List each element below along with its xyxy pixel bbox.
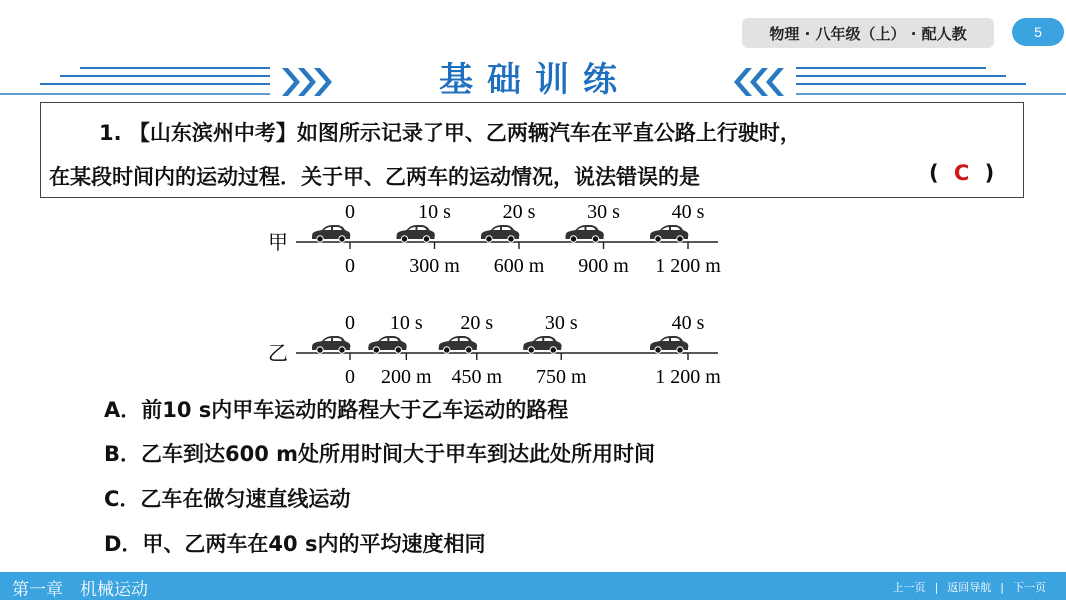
car-icon (312, 336, 350, 353)
car-b-distance-label: 1 200 m (655, 366, 721, 388)
footer-bar (0, 572, 1066, 600)
answer-close: ) (984, 161, 995, 185)
car-b-time-label: 0 (345, 312, 355, 334)
car-a-distance-label: 0 (345, 255, 355, 277)
car-a-distance-label: 600 m (493, 255, 545, 277)
car-b-time-label: 30 s (544, 312, 578, 334)
car-a-distance-label: 900 m (578, 255, 629, 277)
car-b-time-label: 40 s (671, 312, 705, 334)
question-text-1: 【山东滨州中考】如图所示记录了甲、乙两辆汽车在平直公路上行驶时， (128, 121, 801, 145)
banner-right-lines (796, 68, 1066, 94)
nav-divider: | (934, 581, 939, 594)
car-a-time-label: 10 s (418, 201, 451, 223)
car-b-time-label: 10 s (389, 312, 423, 334)
question-line-2 (49, 161, 700, 191)
motion-diagram (0, 198, 1066, 390)
book-badge: 物理 · 八年级（上） · 配人教 (742, 18, 994, 48)
answer-choice: C (953, 161, 970, 185)
car-icon (566, 225, 604, 242)
car-a-time-label: 40 s (671, 201, 705, 223)
question-number: 1. (99, 121, 122, 145)
car-b-distance-label: 450 m (451, 366, 503, 388)
banner-left-arrows-right-icon (734, 68, 784, 96)
prev-page-link[interactable]: 上一页 (892, 581, 926, 594)
footer-nav (893, 579, 1046, 595)
option-a: A．前10 s内甲车运动的路程大于乙车运动的路程 (104, 398, 569, 422)
next-page-link[interactable]: 下一页 (1013, 581, 1046, 594)
back-to-nav-link[interactable]: 返回导航 (947, 581, 992, 594)
option-b: B．乙车到达600 m处所用时间大于甲车到达此处所用时间 (104, 442, 656, 466)
car-b-distance-label: 750 m (535, 366, 587, 388)
car-a-time-label: 30 s (587, 201, 620, 223)
question-box (40, 102, 1024, 198)
car-icon (481, 225, 519, 242)
section-title: 基础训练 (439, 60, 631, 100)
car-a-time-label: 0 (345, 201, 355, 223)
car-icon (650, 336, 688, 353)
chapter-title: 第一章 机械运动 (12, 580, 148, 600)
page-number: 5 (1012, 18, 1064, 46)
question-text-2: 在某段时间内的运动过程．关于甲、乙两车的运动情况，说法错误的是 (49, 165, 700, 189)
car-b-distance-label: 0 (345, 366, 355, 388)
car-icon (650, 225, 688, 242)
car-b-time-label: 20 s (460, 312, 494, 334)
car-a-distance-label: 300 m (409, 255, 460, 277)
banner-right-arrows-left-icon (282, 68, 332, 96)
car-b-distance-label: 200 m (381, 366, 432, 388)
car-icon (523, 336, 561, 353)
car-a-label: 甲 (268, 232, 288, 254)
car-a-distance-label: 1 200 m (655, 255, 721, 277)
question-line-1 (99, 117, 801, 147)
banner-left-lines (0, 68, 270, 94)
option-c: C．乙车在做匀速直线运动 (104, 487, 351, 511)
car-icon (312, 225, 350, 242)
car-icon (368, 336, 406, 353)
answer-bracket (929, 161, 994, 185)
car-icon (397, 225, 435, 242)
option-d: D．甲、乙两车在40 s内的平均速度相同 (104, 532, 486, 556)
answer-open: ( (929, 161, 939, 185)
car-b-label: 乙 (268, 343, 288, 365)
car-a-time-label: 20 s (502, 201, 536, 223)
car-icon (439, 336, 477, 353)
nav-divider: | (1000, 581, 1004, 594)
